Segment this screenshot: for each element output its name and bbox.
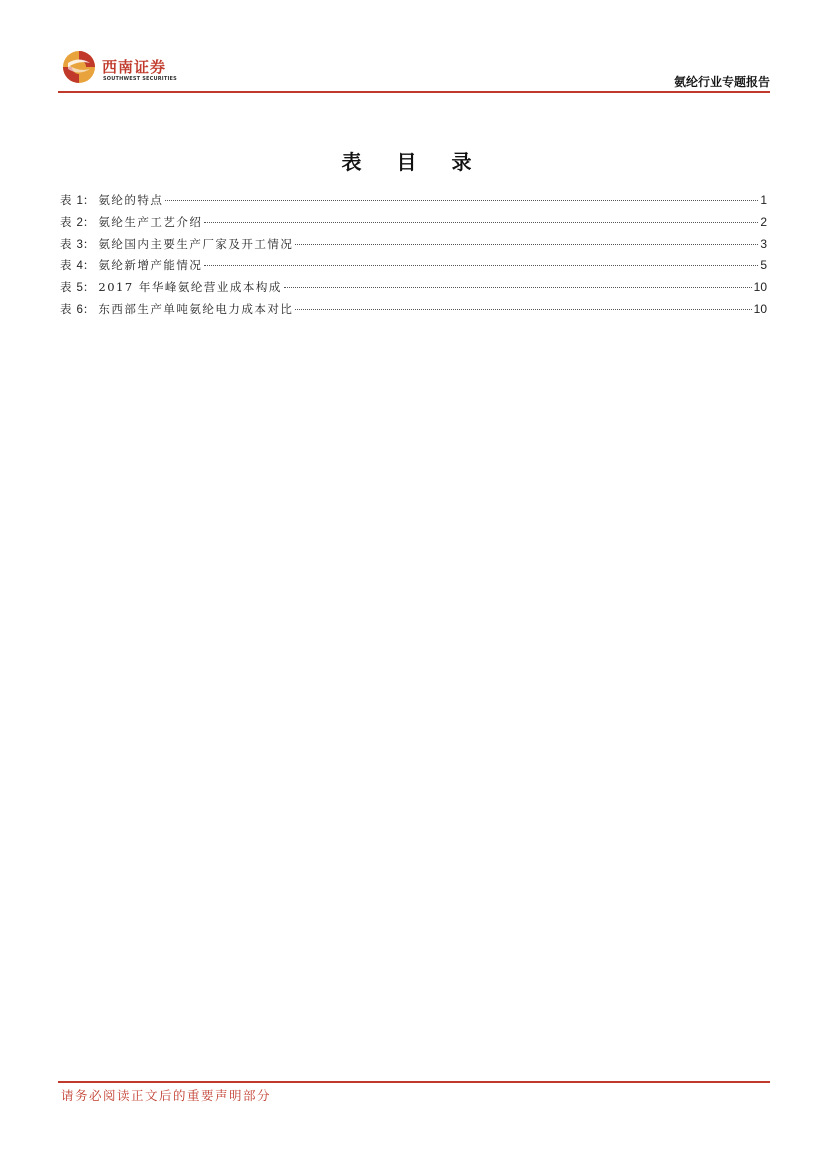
toc-entry-label: 表 5： [60,280,95,295]
toc-entry-label: 表 2： [60,214,95,229]
toc-entry-title: 氨纶新增产能情况 [98,258,203,273]
toc-entry-title: 2017 年华峰氨纶营业成本构成 [98,280,282,295]
report-title: 氨纶行业专题报告 [673,75,770,89]
toc-entry-6[interactable] [60,301,767,323]
toc-entry-page: 1 [760,193,767,207]
logo-chinese-name: 西南证券 [102,58,167,76]
toc-entry-title: 氨纶的特点 [98,193,164,207]
toc-entry-page: 3 [760,236,767,251]
logo-english-name: SOUTHWEST SECURITIES [103,76,177,82]
toc-entry-page: 2 [760,214,767,229]
dot-leader [295,244,758,245]
dot-leader [295,309,751,310]
toc-entry-page: 5 [760,258,767,273]
toc-entry-label: 表 3： [60,236,95,251]
company-logo [62,50,177,84]
southwest-securities-logo-icon [62,50,96,84]
toc-entry-title: 氨纶国内主要生产厂家及开工情况 [98,236,294,251]
dot-leader [165,200,758,201]
toc-entry-5[interactable] [60,279,767,301]
page-header [58,44,770,92]
dot-leader [284,287,752,288]
toc-entry-4[interactable] [60,257,767,279]
table-of-tables [60,192,767,323]
header-divider [58,91,770,93]
toc-entry-label: 表 1： [60,193,95,207]
footer-divider [58,1081,770,1083]
toc-entry-page: 10 [753,280,767,295]
toc-entry-page: 10 [753,301,767,316]
dot-leader [204,265,758,266]
dot-leader [204,222,758,223]
toc-entry-title: 东西部生产单吨氨纶电力成本对比 [98,301,294,316]
toc-entry-3[interactable] [60,236,767,258]
toc-entry-2[interactable] [60,214,767,236]
toc-entry-label: 表 4： [60,258,95,273]
toc-entry-title: 氨纶生产工艺介绍 [98,214,203,229]
toc-entry-1[interactable] [60,192,767,214]
toc-title: 表 目 录 [341,150,486,174]
toc-entry-label: 表 6： [60,301,95,316]
footer-disclaimer: 请务必阅读正文后的重要声明部分 [61,1088,272,1103]
